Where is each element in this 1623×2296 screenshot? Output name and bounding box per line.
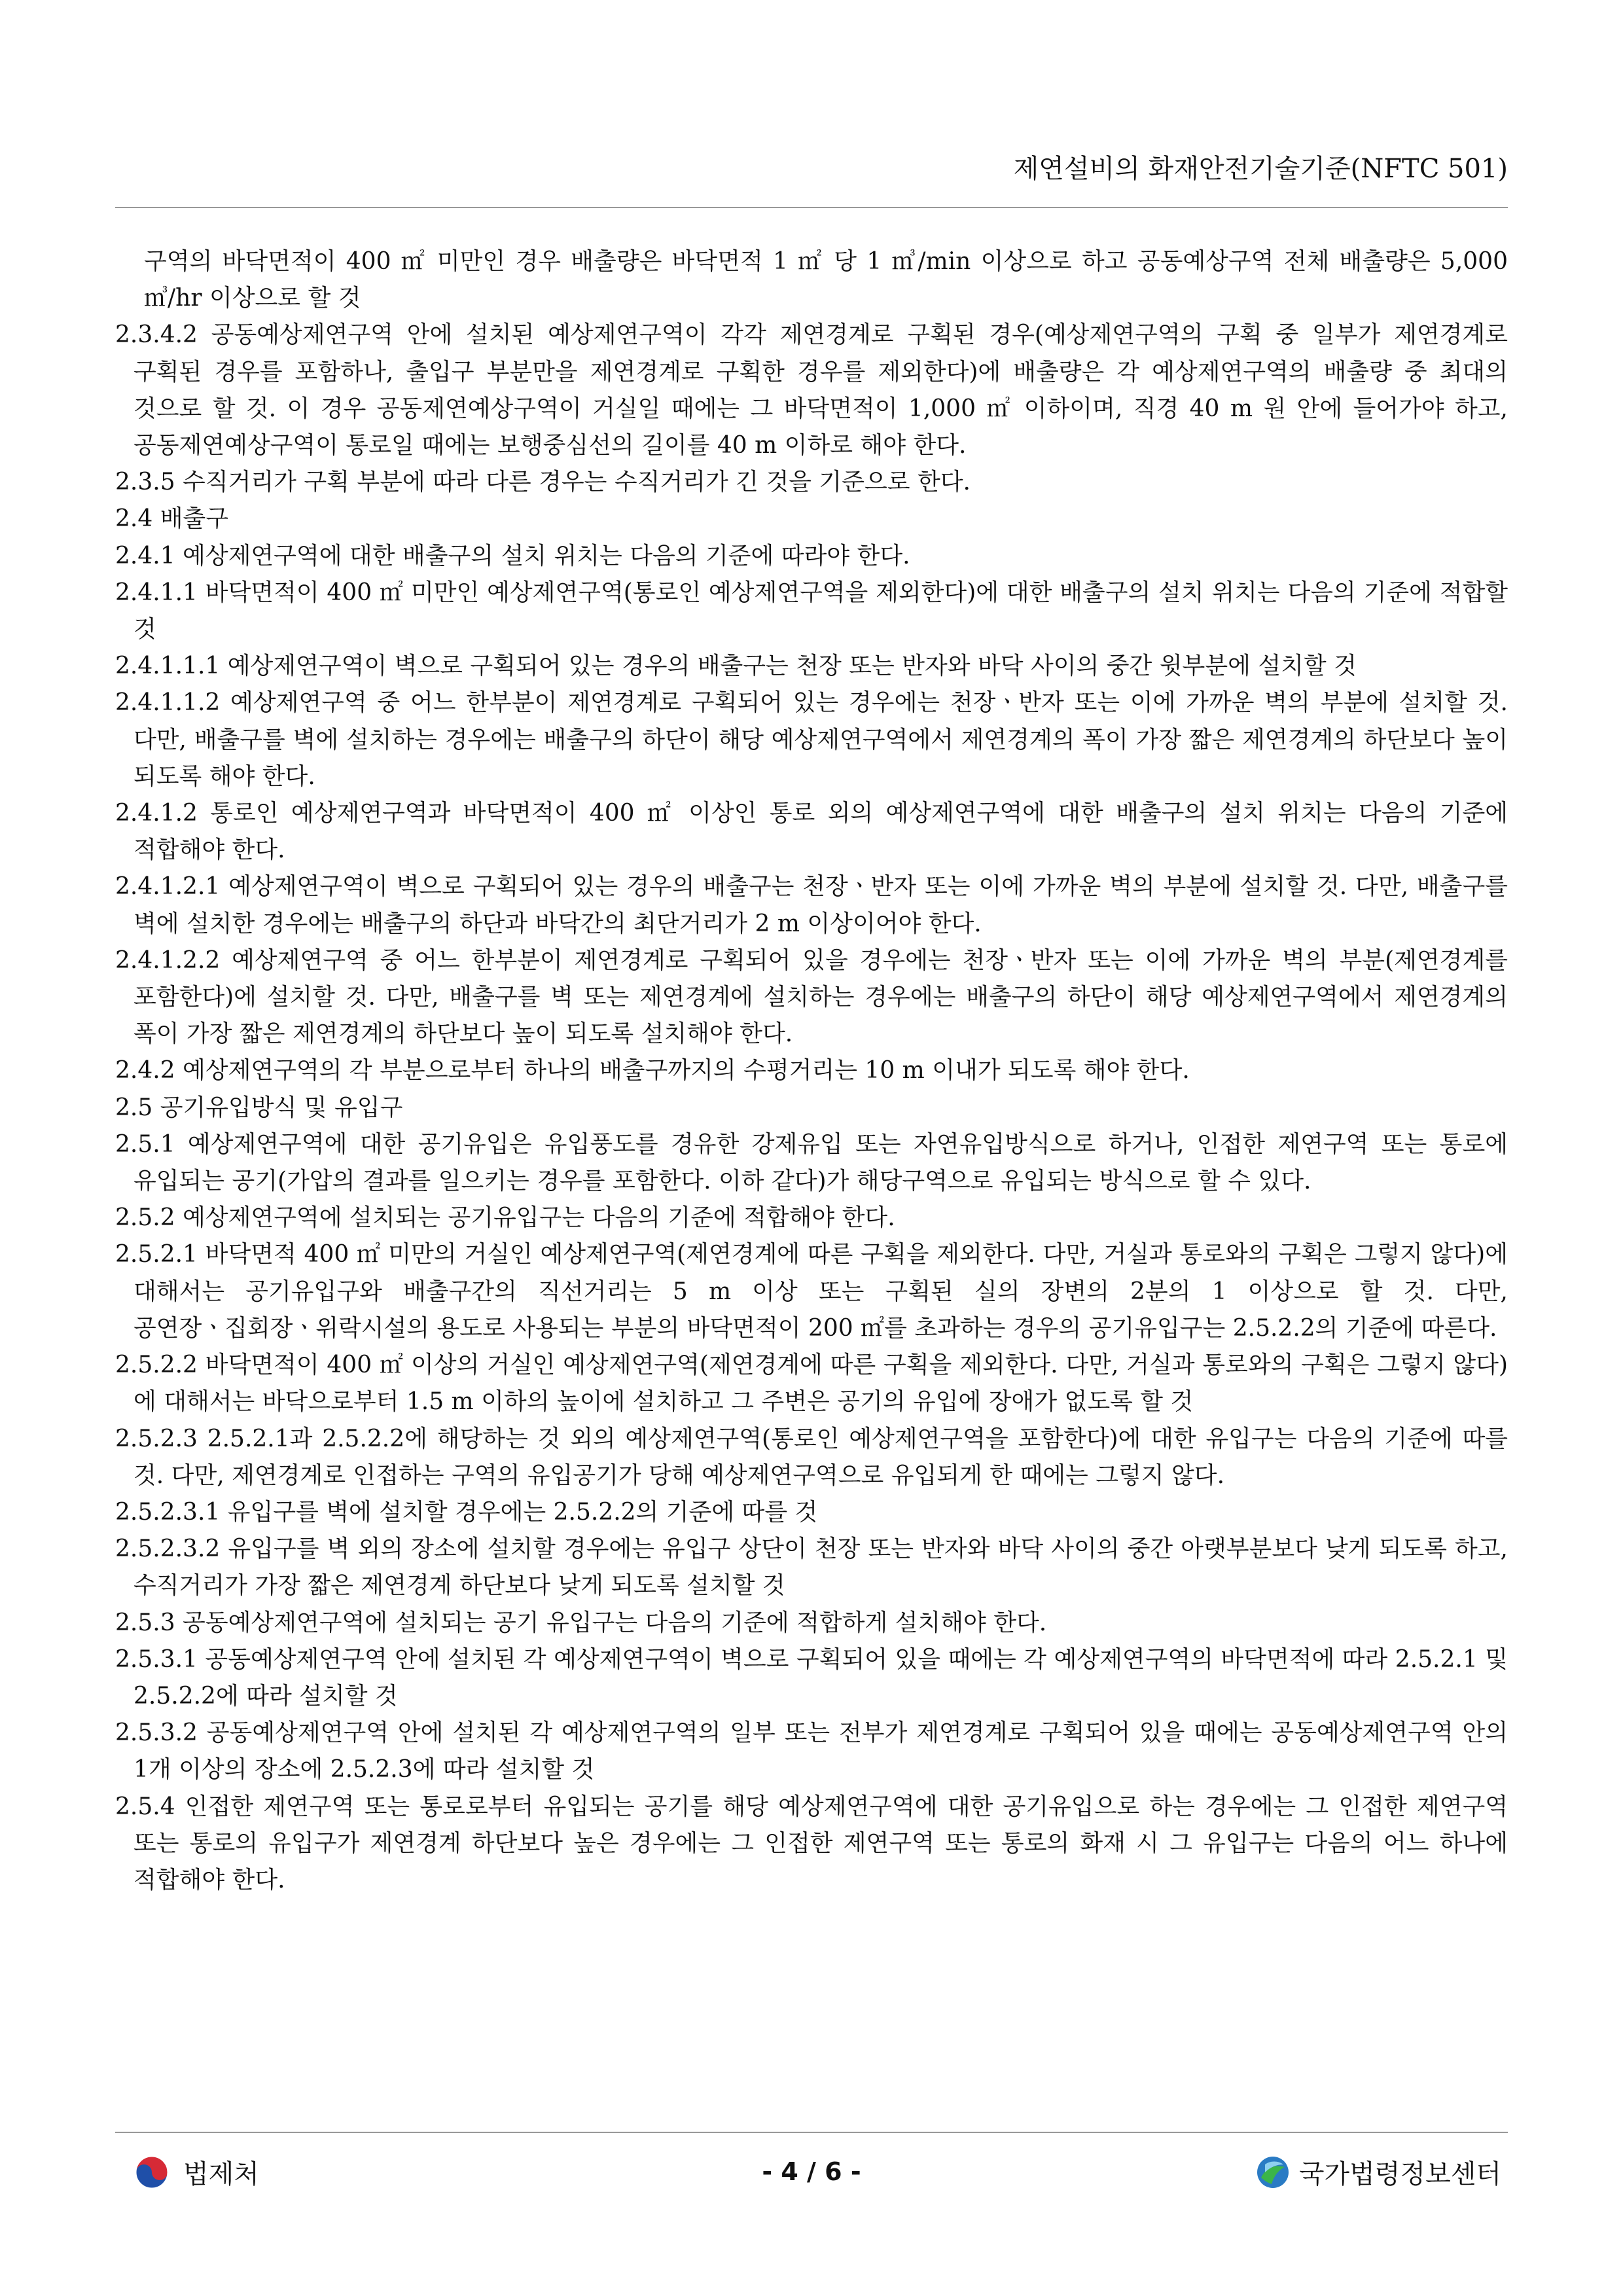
- clause-paragraph: 2.5.2.3.1 유입구를 벽에 설치할 경우에는 2.5.2.2의 기준에 따를 것: [115, 1498, 818, 1526]
- clause-paragraph: 구역의 바닥면적이 400 ㎡ 미만인 경우 배출량은 바닥면적 1 ㎡ 당 1 ㎥/min 이상으로 하고 공동예상구역 전체 배출량은 5,000 ㎥/hr 이상으로 할 것: [144, 248, 1508, 312]
- clause-paragraph: 2.4.1.1 바닥면적이 400 ㎡ 미만인 예상제연구역(통로인 예상제연구역을 제외한다)에 대한 배출구의 설치 위치는 다음의 기준에 적합할 것: [115, 579, 1508, 643]
- page-footer: [115, 2147, 1508, 2199]
- clause-paragraph: 2.4.1.2 통로인 예상제연구역과 바닥면적이 400 ㎡ 이상인 통로 외의 예상제연구역에 대한 배출구의 설치 위치는 다음의 기준에 적합해야 한다.: [115, 800, 1508, 864]
- footer-right-label: 국가법령정보센터: [1298, 2159, 1501, 2189]
- clause-paragraph: 2.5.2.1 바닥면적 400 ㎡ 미만의 거실인 예상제연구역(제연경계에 따른 구획을 제외한다. 다만, 거실과 통로와의 구획은 그렇지 않다)에 대해서는 공기유입구와 배출구간의 직선거리는 5 m 이상 또는 구획된 실의 장변의 2분의 1 이상으로 할 것. 다만, 공연장ㆍ집회장ㆍ위락시설의 용도로 사용되는 부분의 바닥면적이 200 ㎡를 초과하는 경우의 공기유입구는 2.5.2.2의 기준에 따른다.: [115, 1241, 1508, 1342]
- law-info-center-logo-icon: [1256, 2155, 1290, 2189]
- clause-paragraph: 2.5.2.3.2 유입구를 벽 외의 장소에 설치할 경우에는 유입구 상단이 천장 또는 반자와 바닥 사이의 중간 아랫부분보다 낮게 되도록 하고, 수직거리가 가장 짧은 제연경계 하단보다 낮게 되도록 설치할 것: [115, 1535, 1508, 1600]
- clause-paragraph: 2.5.3 공동예상제연구역에 설치되는 공기 유입구는 다음의 기준에 적합하게 설치해야 한다.: [115, 1609, 1047, 1636]
- clause-paragraph: 2.4.1.1.2 예상제연구역 중 어느 한부분이 제연경계로 구획되어 있는 경우에는 천장ㆍ반자 또는 이에 가까운 벽의 부분에 설치할 것. 다만, 배출구를 벽에 설치하는 경우에는 배출구의 하단이 해당 예상제연구역에서 제연경계의 폭이 가장 짧은 제연경계의 하단보다 높이 되도록 해야 한다.: [115, 689, 1508, 790]
- clause-paragraph: 2.3.4.2 공동예상제연구역 안에 설치된 예상제연구역이 각각 제연경계로 구획된 경우(예상제연구역의 구획 중 일부가 제연경계로 구획된 경우를 포함하나, 출입구 부분만을 제연경계로 구획한 경우를 제외한다)에 배출량은 각 예상제연구역의 배출량 중 최대의 것으로 할 것. 이 경우 공동제연예상구역이 거실일 때에는 그 바닥면적이 1,000 ㎡ 이하이며, 직경 40 m 원 안에 들어가야 하고, 공동제연예상구역이 통로일 때에는 보행중심선의 길이를 40 m 이하로 해야 한다.: [115, 321, 1508, 459]
- document-body: [115, 243, 1508, 1899]
- clause-paragraph: 2.5.1 예상제연구역에 대한 공기유입은 유입풍도를 경유한 강제유입 또는 자연유입방식으로 하거나, 인접한 제연구역 또는 통로에 유입되는 공기(가압의 결과를 일으키는 경우를 포함한다. 이하 같다)가 해당구역으로 유입되는 방식으로 할 수 있다.: [115, 1130, 1508, 1195]
- footer-divider: [115, 2132, 1508, 2133]
- clause-paragraph: 2.5.4 인접한 제연구역 또는 통로로부터 유입되는 공기를 해당 예상제연구역에 대한 공기유입으로 하는 경우에는 그 인접한 제연구역 또는 통로의 유입구가 제연경계 하단보다 높은 경우에는 그 인접한 제연구역 또는 통로의 화재 시 그 유입구는 다음의 어느 하나에 적합해야 한다.: [115, 1793, 1508, 1893]
- document-title: 제연설비의 화재안전기술기준(NFTC 501): [1013, 154, 1508, 184]
- section-heading: 2.5 공기유입방식 및 유입구: [115, 1094, 403, 1121]
- clause-paragraph: 2.5.3.2 공동예상제연구역 안에 설치된 각 예상제연구역의 일부 또는 전부가 제연경계로 구획되어 있을 때에는 공동예상제연구역 안의 1개 이상의 장소에 2.5.2.3에 따라 설치할 것: [115, 1719, 1508, 1784]
- clause-paragraph: 2.5.2 예상제연구역에 설치되는 공기유입구는 다음의 기준에 적합해야 한다.: [115, 1204, 895, 1232]
- header-divider: [115, 207, 1508, 208]
- clause-paragraph: 2.4.1.1.1 예상제연구역이 벽으로 구획되어 있는 경우의 배출구는 천장 또는 반자와 바닥 사이의 중간 윗부분에 설치할 것: [115, 653, 1357, 680]
- clause-paragraph: 2.5.2.3 2.5.2.1과 2.5.2.2에 해당하는 것 외의 예상제연구역(통로인 예상제연구역을 포함한다)에 대한 유입구는 다음의 기준에 따를 것. 다만, 제연경계로 인접하는 구역의 유입공기가 당해 예상제연구역으로 유입되게 한 때에는 그렇지 않다.: [115, 1425, 1508, 1489]
- clause-paragraph: 2.4.2 예상제연구역의 각 부분으로부터 하나의 배출구까지의 수평거리는 10 m 이내가 되도록 해야 한다.: [115, 1057, 1190, 1085]
- clause-paragraph: 2.5.3.1 공동예상제연구역 안에 설치된 각 예상제연구역이 벽으로 구획되어 있을 때에는 각 예상제연구역의 바닥면적에 따라 2.5.2.1 및 2.5.2.2에 따라 설치할 것: [115, 1645, 1508, 1710]
- footer-left-label: 법제처: [183, 2159, 259, 2189]
- section-heading: 2.4 배출구: [115, 505, 229, 533]
- footer-right: [1256, 2153, 1501, 2191]
- page-number: - 4 / 6 -: [762, 2157, 861, 2186]
- clause-paragraph: 2.4.1.2.1 예상제연구역이 벽으로 구획되어 있는 경우의 배출구는 천장ㆍ반자 또는 이에 가까운 벽의 부분에 설치할 것. 다만, 배출구를 벽에 설치한 경우에는 배출구의 하단과 바닥간의 최단거리가 2 m 이상이어야 한다.: [115, 873, 1508, 937]
- clause-paragraph: 2.3.5 수직거리가 구획 부분에 따라 다른 경우는 수직거리가 긴 것을 기준으로 한다.: [115, 469, 971, 496]
- clause-paragraph: 2.4.1 예상제연구역에 대한 배출구의 설치 위치는 다음의 기준에 따라야 한다.: [115, 542, 910, 569]
- clause-paragraph: 2.5.2.2 바닥면적이 400 ㎡ 이상의 거실인 예상제연구역(제연경계에 따른 구획을 제외한다. 다만, 거실과 통로와의 구획은 그렇지 않다)에 대해서는 바닥으로부터 1.5 m 이하의 높이에 설치하고 그 주변은 공기의 유입에 장애가 없도록 할 것: [115, 1352, 1508, 1416]
- page-header: [115, 152, 1508, 186]
- clause-paragraph: 2.4.1.2.2 예상제연구역 중 어느 한부분이 제연경계로 구획되어 있을 경우에는 천장ㆍ반자 또는 이에 가까운 벽의 부분(제연경계를 포함한다)에 설치할 것. 다만, 배출구를 벽 또는 제연경계에 설치하는 경우에는 배출구의 하단이 해당 예상제연구역에서 제연경계의 폭이 가장 짧은 제연경계의 하단보다 높이 되도록 설치해야 한다.: [115, 946, 1508, 1048]
